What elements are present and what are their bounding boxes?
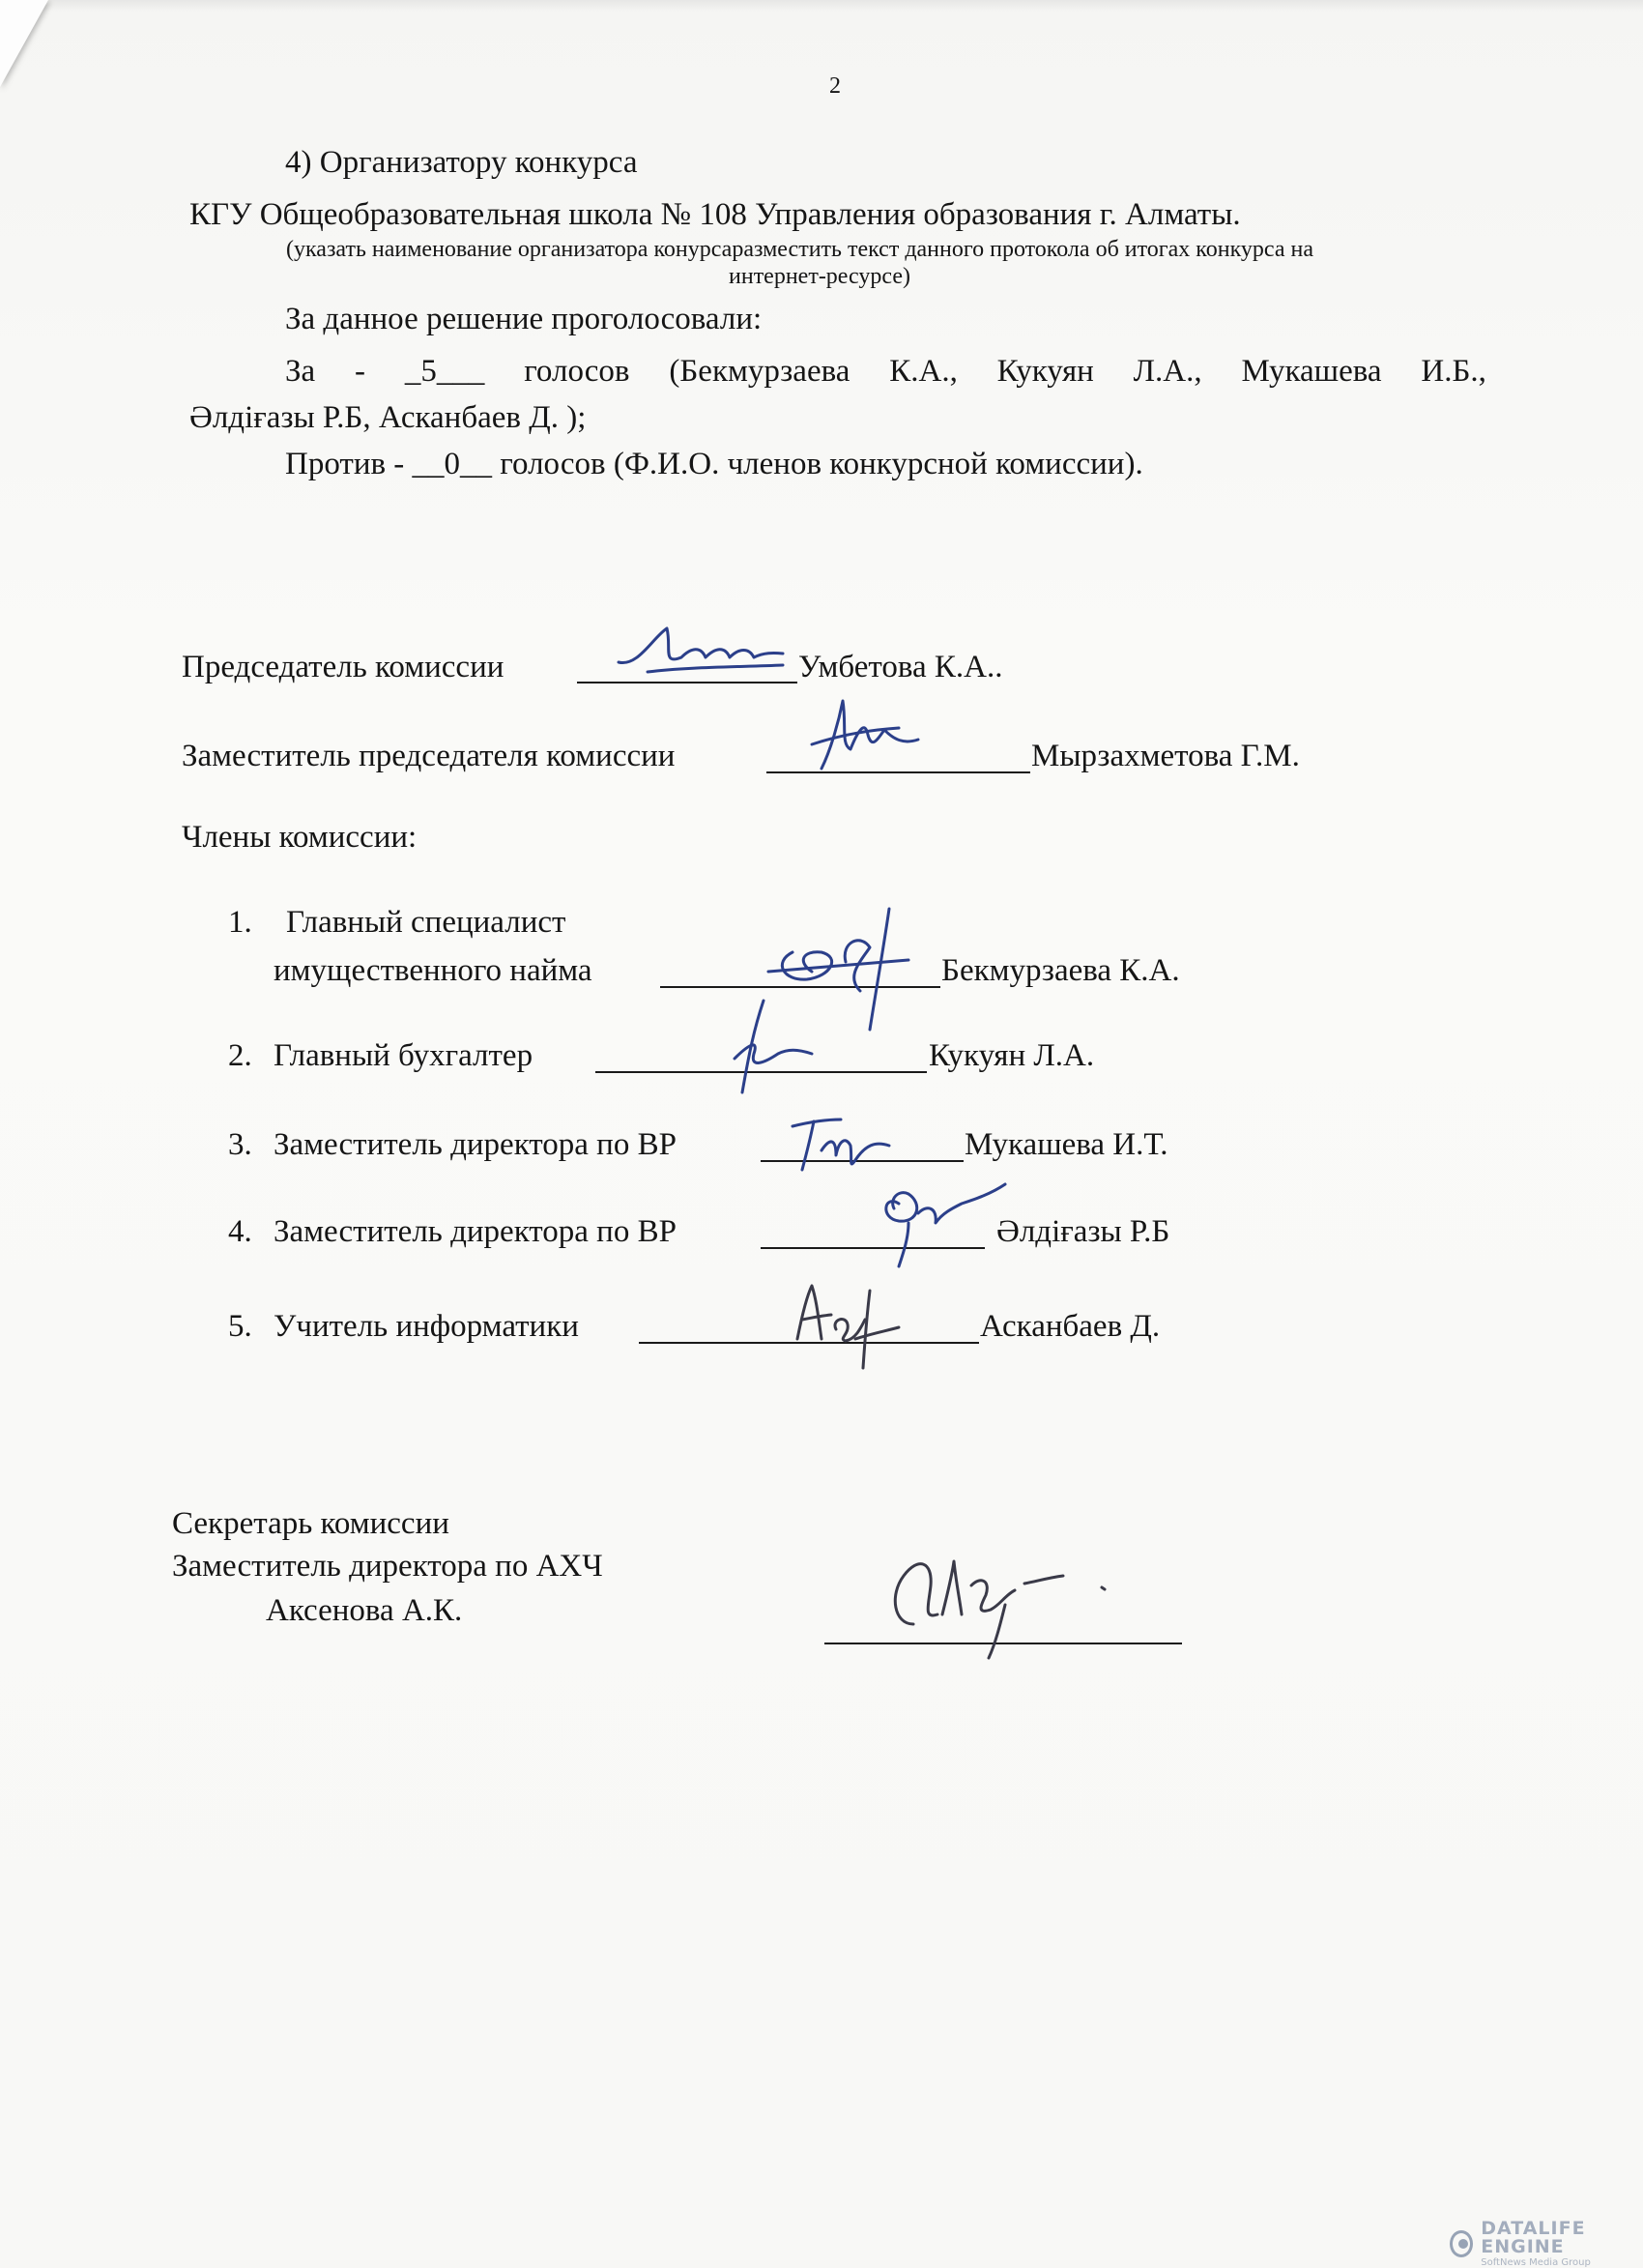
organizer-note-line1: (указать наименование организатора конурсаразместить текст данного протокола об итогах конкурса на <box>286 237 1313 262</box>
watermark-subtitle: SoftNews Media Group <box>1481 2257 1591 2268</box>
member-title: Заместитель директора по ВР <box>274 1214 677 1249</box>
organizer-name: КГУ Общеобразовательная школа № 108 Управления образования г. Алматы. <box>189 197 1241 232</box>
member-title: Главный бухгалтер <box>274 1038 533 1073</box>
secretary-name: Аксенова А.К. <box>266 1593 463 1628</box>
chairman-title: Председатель комиссии <box>182 650 504 684</box>
member-name: Асканбаев Д. <box>980 1309 1161 1344</box>
secretary-title: Секретарь комиссии <box>172 1506 449 1541</box>
vote-for-word: И.Б., <box>1421 354 1486 389</box>
secretary-signature <box>884 1547 1136 1663</box>
datalife-engine-watermark <box>1450 2220 1643 2268</box>
deputy-name: Мырзахметова Г.М. <box>1031 739 1300 773</box>
vote-for-word: К.А., <box>889 354 958 389</box>
member-signature-2 <box>706 996 822 1102</box>
folded-corner <box>0 0 48 87</box>
member-name: Кукуян Л.А. <box>929 1038 1095 1073</box>
datalife-logo-icon <box>1450 2230 1473 2257</box>
deputy-title: Заместитель председателя комиссии <box>182 739 676 773</box>
chairman-name: Умбетова К.А.. <box>798 650 1003 684</box>
member-name: Әлдіғазы Р.Б <box>996 1214 1170 1249</box>
vote-decision: За данное решение проголосовали: <box>285 302 763 336</box>
deputy-signature <box>783 691 937 778</box>
member-number: 2. <box>228 1038 252 1073</box>
vote-for-line2: Әлдіғазы Р.Б, Асканбаев Д. ); <box>189 400 587 435</box>
watermark-title: DATALIFE ENGINE <box>1481 2218 1586 2257</box>
vote-against: Против - __0__ голосов (Ф.И.О. членов конкурсной комиссии). <box>285 447 1143 481</box>
member-name: Мукашева И.Т. <box>965 1127 1168 1162</box>
vote-for-word: Мукашева <box>1241 354 1382 389</box>
vote-for-word: Кукуян <box>996 354 1094 389</box>
vote-for-word: За <box>285 354 316 389</box>
member-title-line1: Главный специалист <box>286 905 566 940</box>
vote-for-line1 <box>285 352 1486 391</box>
member-number: 3. <box>228 1127 252 1162</box>
member-number: 4. <box>228 1214 252 1249</box>
vote-for-word: Л.А., <box>1133 354 1202 389</box>
member-number: 5. <box>228 1309 252 1344</box>
vote-for-count: _5___ <box>404 354 485 389</box>
member-signature-5 <box>778 1271 904 1378</box>
organizer-note-line2: интернет-ресурсе) <box>729 264 910 289</box>
vote-for-word: - <box>355 354 366 389</box>
vote-for-word: (Бекмурзаева <box>669 354 850 389</box>
member-title: Учитель информатики <box>274 1309 579 1344</box>
secretary-position: Заместитель директора по АХЧ <box>172 1549 603 1584</box>
member-signature-4 <box>850 1165 1015 1271</box>
member-title-line2: имущественного найма <box>274 953 592 988</box>
members-heading: Члены комиссии: <box>182 820 418 855</box>
member-title: Заместитель директора по ВР <box>274 1127 677 1162</box>
member-number: 1. <box>228 905 252 940</box>
vote-for-word: голосов <box>524 354 630 389</box>
scan-edge-shadow <box>0 0 1643 12</box>
member-name: Бекмурзаева К.А. <box>941 953 1180 988</box>
chairman-signature <box>609 619 793 686</box>
section-heading: 4) Организатору конкурса <box>285 145 638 180</box>
page-number: 2 <box>829 73 841 99</box>
